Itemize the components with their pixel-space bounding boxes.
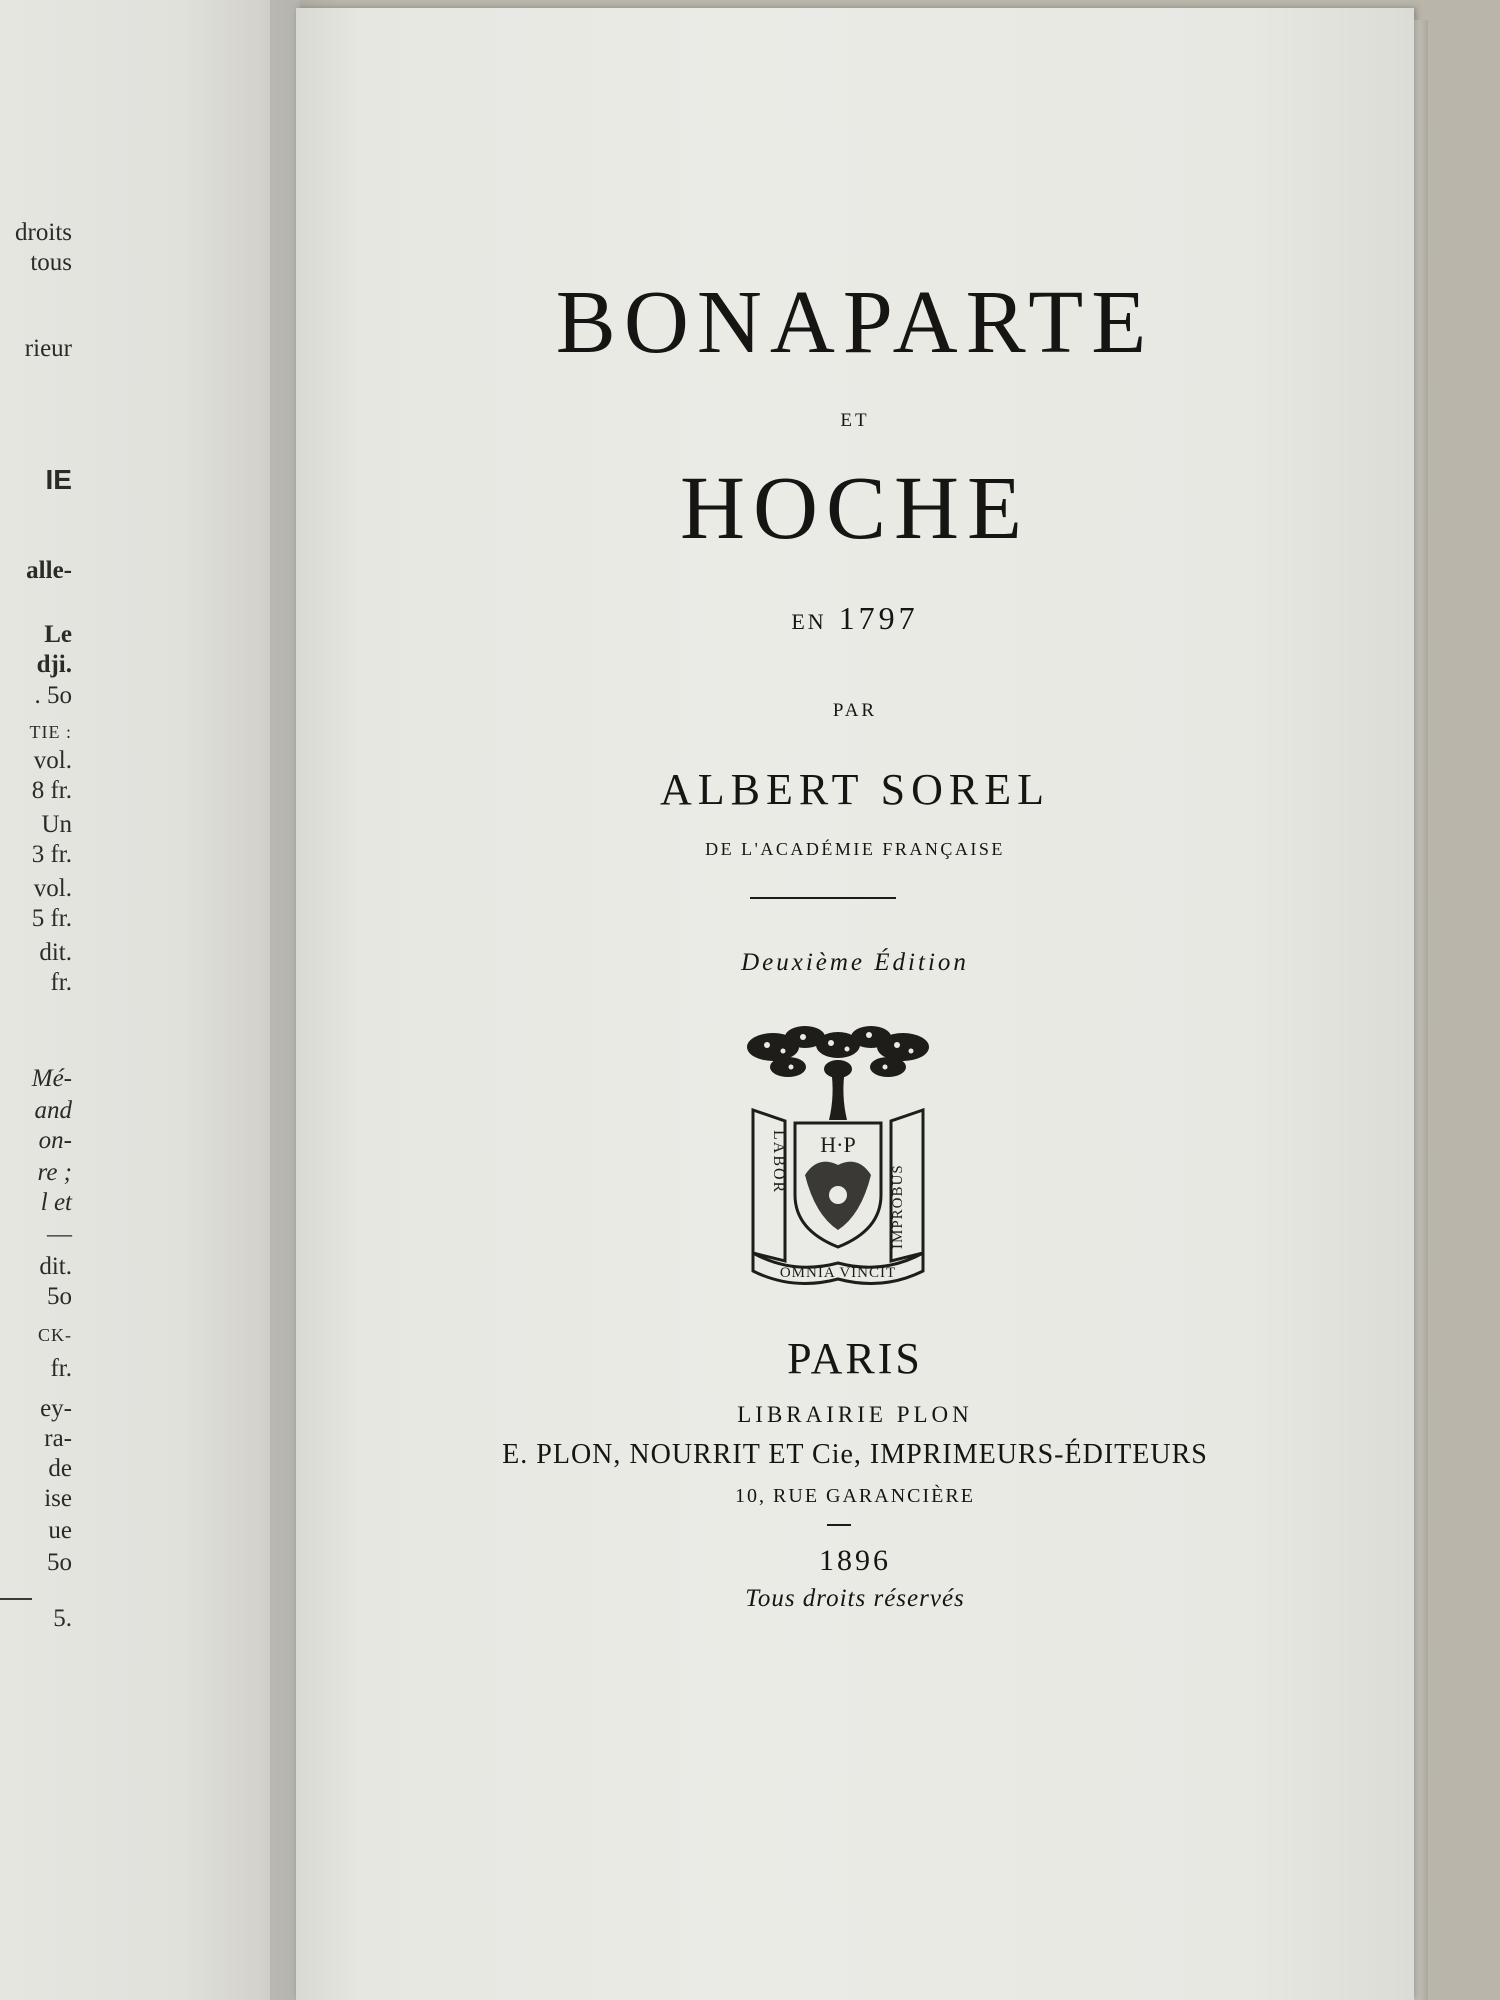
- left-page-line: 8 fr.: [31, 777, 72, 804]
- left-page-line: ey-: [40, 1395, 72, 1422]
- left-page-line: on-: [38, 1127, 72, 1154]
- rights-notice: Tous droits réservés: [745, 1585, 965, 1612]
- publisher-line: E. PLON, NOURRIT ET Cie, IMPRIMEURS-ÉDITEURS: [502, 1439, 1208, 1470]
- left-page-line: droits: [15, 219, 72, 246]
- left-page-line: CK-: [38, 1325, 72, 1345]
- left-page-line: de: [48, 1455, 72, 1482]
- by-label: PAR: [832, 700, 878, 721]
- left-page-line: Mé-: [31, 1065, 72, 1092]
- publisher-name: LIBRAIRIE PLON: [737, 1402, 973, 1427]
- left-page-line: 5o: [47, 1549, 72, 1576]
- left-page-line: dit.: [39, 939, 72, 966]
- period-prefix: EN: [791, 609, 827, 634]
- title-line-1: BONAPARTE: [555, 273, 1155, 372]
- left-page-line: ue: [48, 1517, 72, 1544]
- period-year: 1797: [838, 600, 919, 636]
- author-affiliation: DE L'ACADÉMIE FRANÇAISE: [705, 839, 1005, 859]
- left-page-rule: [0, 1598, 32, 1600]
- left-page-line: Le: [44, 621, 72, 648]
- left-page-line: vol.: [33, 747, 72, 774]
- emblem-right-motto: IMPROBUS: [890, 1164, 906, 1249]
- left-page-line: 5o: [47, 1283, 72, 1310]
- left-page-line: tous: [30, 249, 72, 276]
- publication-city: PARIS: [787, 1334, 923, 1383]
- title-page: [296, 8, 1414, 2000]
- left-page-line: fr.: [50, 969, 72, 996]
- emblem-left-motto: LABOR: [770, 1130, 787, 1195]
- left-page-line: —: [47, 1221, 72, 1248]
- emblem-monogram: H·P: [820, 1132, 856, 1157]
- left-page-line: ise: [44, 1485, 72, 1512]
- left-page-line: ra-: [44, 1425, 72, 1452]
- left-page-line: 3 fr.: [31, 841, 72, 868]
- left-page-line: 5.: [53, 1605, 72, 1632]
- left-facing-page: [0, 0, 300, 2000]
- page-edge: [1414, 20, 1428, 2000]
- title-period: [296, 602, 1414, 634]
- author-name: ALBERT SOREL: [659, 765, 1050, 814]
- publisher-address: 10, RUE GARANCIÈRE: [735, 1485, 975, 1507]
- emblem-bottom-motto: OMNIA VINCIT: [779, 1265, 897, 1281]
- publisher-mark-icon: [743, 1025, 933, 1285]
- imprint-divider: [827, 1524, 851, 1526]
- left-page-line: alle-: [26, 557, 72, 584]
- title-line-2: HOCHE: [680, 459, 1030, 558]
- left-page-line: l et: [40, 1189, 72, 1216]
- left-page-line: and: [34, 1097, 72, 1124]
- publication-year: 1896: [819, 1544, 891, 1577]
- left-page-line: . 5o: [34, 682, 72, 709]
- left-page-line: rieur: [24, 335, 72, 362]
- left-page-line: fr.: [50, 1355, 72, 1382]
- edition-label: Deuxième Édition: [741, 949, 969, 976]
- left-page-line: dit.: [39, 1253, 72, 1280]
- left-page-line: IE: [45, 464, 72, 495]
- title-divider: [750, 897, 896, 899]
- left-page-line: vol.: [33, 875, 72, 902]
- left-page-line: TIE :: [29, 722, 72, 742]
- left-page-line: Un: [41, 811, 72, 838]
- title-conjunction: ET: [840, 410, 870, 431]
- left-page-line: dji.: [36, 651, 72, 678]
- left-page-line: 5 fr.: [31, 905, 72, 932]
- left-page-line: re ;: [37, 1159, 72, 1186]
